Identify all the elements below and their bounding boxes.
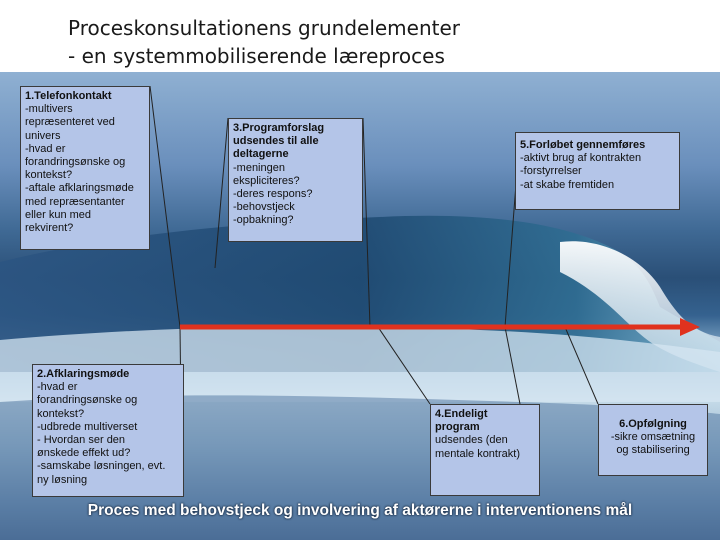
step-line: -opbakning? [233,214,294,227]
step-heading: 4.Endeligt [435,408,488,420]
step-box-6 [598,404,708,476]
step-line: -udbrede multiverset [37,420,138,433]
step-line: ønskede effekt ud? [37,447,131,460]
step-line: ny løsning [37,473,88,486]
step-line: - Hvordan ser den [37,434,126,447]
step-line: -at skabe fremtiden [520,178,615,191]
step-line: ekspliciteres? [233,174,300,187]
step-line: -samskabe løsningen, evt. [37,460,166,473]
step-line: forandringsønske og [37,394,138,407]
step-line: forandringsønske og [25,156,126,169]
step-line: med repræsentanter [25,195,125,208]
step-line: -sikre omsætning [610,431,696,444]
step-line: -hvad er [25,142,66,155]
step-line: -hvad er [37,381,78,394]
step-box-2 [32,364,184,497]
step-line: rekvirent? [25,222,74,235]
step-line: -aftale afklaringsmøde [25,182,134,195]
step-line: mentale kontrakt) [435,447,520,460]
step-line: repræsenteret ved [25,116,115,129]
step-line: program [435,421,480,434]
step-heading: 2.Afklaringsmøde [37,368,130,380]
step-box-3 [228,118,363,242]
step-box-5 [515,132,680,210]
step-line: kontekst? [37,407,85,420]
step-line: og stabilisering [616,444,690,457]
step-heading: 3.Programforslag [233,122,325,134]
step-line: udsendes (den [435,434,508,447]
step-line: -deres respons? [233,188,313,201]
step-line: -aktivt brug af kontrakten [520,152,642,165]
step-line: -meningen [233,161,285,174]
step-line: kontekst? [25,169,73,182]
step-heading: 6.Opfølgning [619,418,687,430]
step-line: -forstyrrelser [520,165,582,178]
step-box-4 [430,404,540,496]
step-heading: 5.Forløbet gennemføres [520,139,646,151]
title-line-2: - en systemmobiliserende læreproces [68,44,445,68]
step-box-1 [20,86,150,250]
step-line: -multivers [25,103,73,116]
slide-caption: Proces med behovstjeck og involvering af aktørerne i interventionens mål [87,502,633,519]
title-line-1: Proceskonsultationens grundelementer [68,16,461,40]
step-heading: 1.Telefonkontakt [25,90,112,102]
step-line: -behovstjeck [233,201,295,214]
step-line: eller kun med [25,208,92,221]
step-line: deltagerne [233,148,289,161]
step-line: univers [25,129,61,142]
step-line: udsendes til alle [233,135,319,148]
